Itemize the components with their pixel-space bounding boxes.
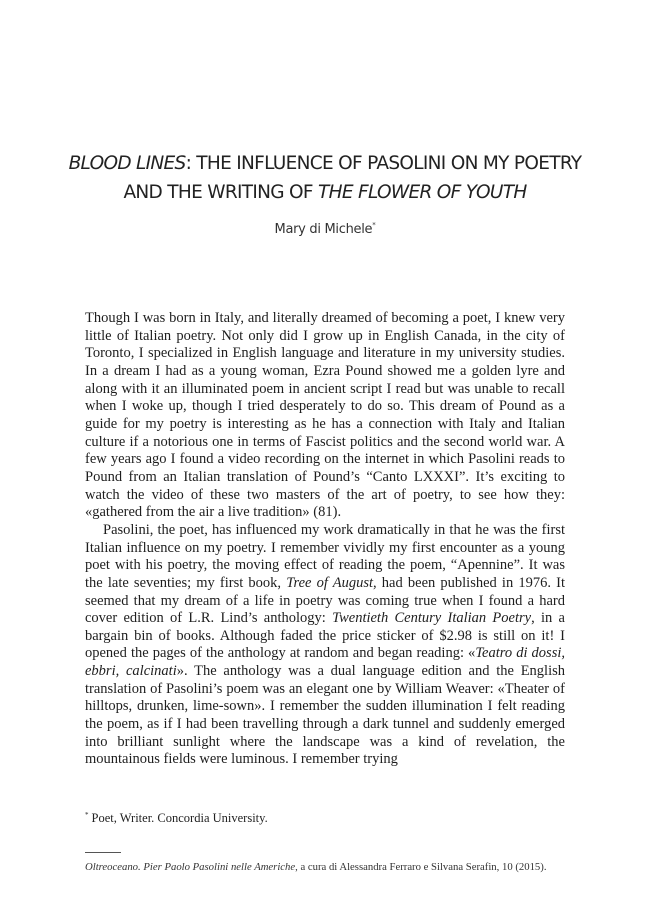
book-title-tree-of-august: Tree of August bbox=[286, 574, 374, 591]
footnote-text: Poet, Writer. Concordia University. bbox=[91, 811, 268, 825]
journal-citation bbox=[85, 861, 575, 873]
p2-text-e: , in a bargain bin of books. Although faded the price sticker of $2.98 is still on it! I opened the pages of the anthology at random and began reading: « bbox=[85, 610, 565, 662]
p2-text-g: ». The anthology was a dual language edition and the English translation of Pasolini’s poem was an elegant one by William Weaver: «Theater of hilltops, drunken, lime-sown». I remember the sudden illumination I felt reading the poem, as if I had been travelling through a dark tunnel and suddenly emerged into brilliant sunlight where the landscape was a kind of revelation, the mountainous fields were luminous. I remember trying bbox=[85, 663, 565, 768]
paragraph-2 bbox=[85, 522, 565, 769]
article-body bbox=[85, 310, 565, 769]
footer-rule bbox=[85, 852, 121, 853]
journal-details: , a cura di Alessandra Ferraro e Silvana Serafin, 10 (2015). bbox=[295, 861, 547, 873]
author-name: Mary di Michele bbox=[274, 222, 373, 237]
author-footnote-mark: * bbox=[372, 221, 376, 229]
p2-text-c: , had been published in 1976. It seemed that my dream of a life in poetry was coming true when I found a hard cover edition of L.R. Lind’s anthology: bbox=[85, 574, 565, 627]
title-italic-part: BLOOD LINES bbox=[68, 153, 186, 174]
footnote-mark: * bbox=[85, 811, 89, 819]
title-middle-part: : THE INFLUENCE OF PASOLINI ON MY POETRY AND THE WRITING OF bbox=[123, 153, 582, 203]
journal-title: Oltreoceano. Pier Paolo Pasolini nelle Americhe bbox=[85, 861, 296, 873]
paragraph-1: Though I was born in Italy, and literally dreamed of becoming a poet, I knew very little of Italian poetry. Not only did I grow up in English Canada, in the city of Toronto, I specialized in English language and literature in my university studies. In a dream I had as a young woman, Ezra Pound showed me a golden lyre and along with it an illuminated poem in ancient script I read but was unable to recall when I woke up, though I tried desperately to do so. This dream of Pound as a guide for my poetry is interesting as he has a connection with Italy and Italian culture if a notorious one in terms of Fascist politics and the second world war. A few years ago I found a video recording on the internet in which Pasolini reads to Pound from an Italian translation of Pound’s “Canto LXXXI”. It’s exciting to watch the video of these two masters of the art of poetry, to see how they: «gathered from the air a live tradition» (81). bbox=[85, 310, 565, 521]
p2-text-a: Pasolini, the poet, has influenced my work dramatically in that he was the first Italian influence on my poetry. I remember vividly my first encounter as a young poet with his poetry, the moving effect of reading the poem, “Apennine”. It was the late seventies; my first book, bbox=[85, 521, 565, 591]
book-title-anthology: Twentieth Century Italian Poetry bbox=[332, 610, 532, 627]
article-title bbox=[60, 149, 590, 207]
author-line bbox=[0, 221, 650, 237]
title-italic-end: THE FLOWER OF YOUTH bbox=[318, 182, 527, 203]
footnote bbox=[85, 811, 268, 826]
poem-line-italian: Teatro di dossi, ebbri, calcinati bbox=[85, 645, 565, 680]
